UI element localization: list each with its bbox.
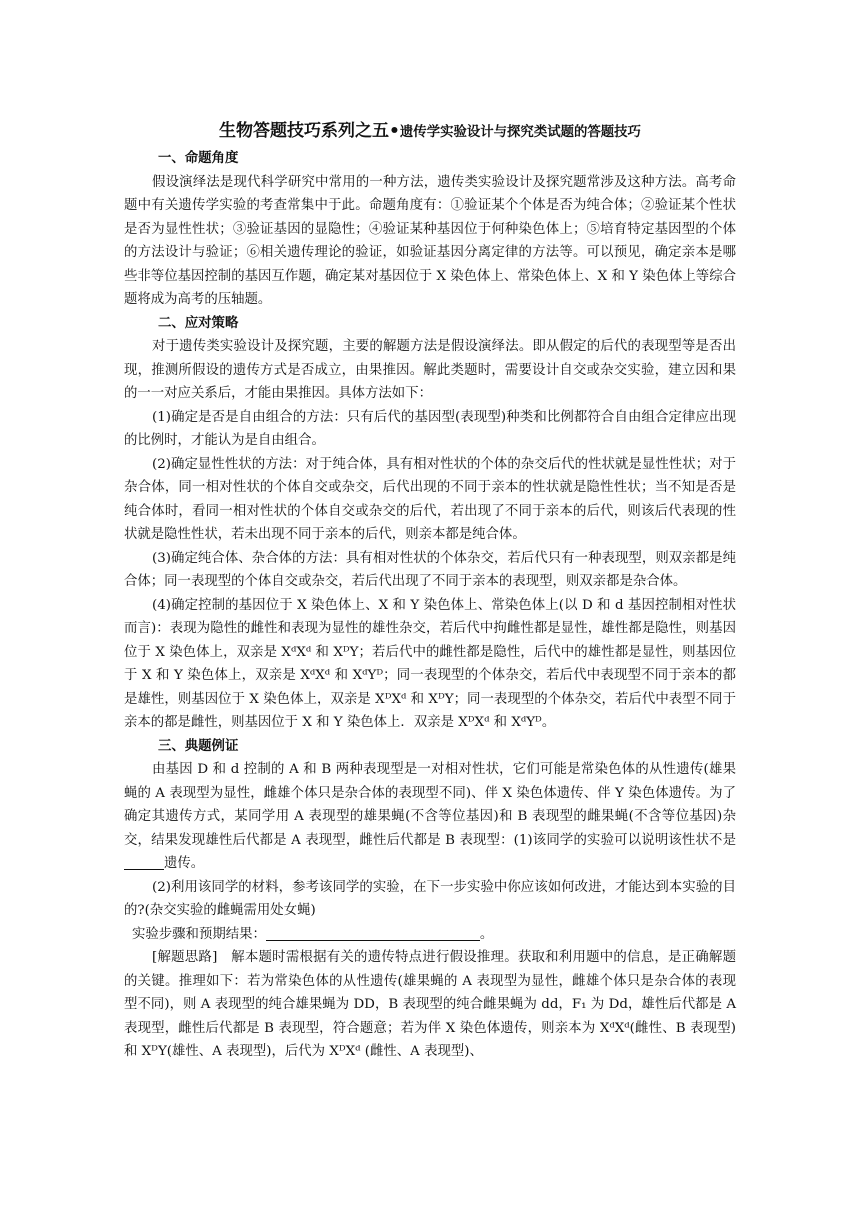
paragraph: (3)确定纯合体、杂合体的方法：具有相对性状的个体杂交，若后代只有一种表现型，则双亲都是纯合体；同一表现型的个体自交或杂交，若后代出现了不同于亲本的表现型，则双亲都是杂合体。 xyxy=(124,550,736,589)
paragraph: (2)确定显性性状的方法：对于纯合体，具有相对性状的个体的杂交后代的性状就是显性性状；对于杂合体，同一相对性状的个体自交或杂交，后代出现的不同于亲本的性状就是隐性性状；当不知是否是纯合体时，看同一相对性状的个体自交或杂交的后代，若出现了不同于亲本的后代，则该后代表现的性状就是隐性性状，若未出现不同于亲本的后代，则亲本都是纯合体。 xyxy=(124,456,736,542)
paragraph xyxy=(124,923,736,947)
section-heading: 三、典题例证 xyxy=(158,737,239,754)
paragraph: 假设演绎法是现代科学研究中常用的一种方法，遗传类实验设计及探究题常涉及这种方法。高考命题中有关遗传学实验的考查常集中于此。命题角度有：①验证某个个体是否为纯合体；②验证某个性状是否为显性性状；③验证基因的显隐性；④验证某种基因位于何种染色体上；⑤培育特定基因型的个体的方法设计与验证；⑥相关遗传理论的验证，如验证基因分离定律的方法等。可以预见，确定亲本是哪些非等位基因控制的基因互作题，确定某对基因位于 X 染色体上、常染色体上、X 和 Y 染色体上等综合题将成为高考的压轴题。 xyxy=(124,174,736,307)
paragraph-text: 由基因 D 和 d 控制的 A 和 B 两种表现型是一对相对性状，它们可能是常染色体的从性遗传(雄果蝇的 A 表现型为显性，雌雄个体只是杂合体的表现型不同)、伴 X 染色体遗传、伴 Y 染色体遗传。为了确定其遗传方式，某同学用 A 表现型的雄果蝇(不含等位基因)和 B 表现型的雌果蝇(不含等位基因)杂交，结果发现雄性后代都是 A 表现型，雌性后代都是 B 表现型： xyxy=(124,762,736,848)
answer-blank xyxy=(124,853,164,870)
paragraph: [解题思路] 解本题时需根据有关的遗传特点进行假设推理。获取和利用题中的信息，是正确解题的关键。推理如下：若为常染色体的从性遗传(雄果蝇的 A 表现型为显性，雌雄个体只是杂合体的表现型不同)，则 A 表现型的纯合雄果蝇为 DD，B 表现型的纯合雌果蝇为 dd，F₁ 为 Dd，雄性后代都是 A 表现型，雌性后代都是 B 表现型，符合题意；若为伴 X 染色体遗传，则亲本为 XᵈXᵈ(雌性、B 表现型)和 XᴰY(雄性、A 表现型)，后代为 XᴰXᵈ (雌性、A 表现型)、 xyxy=(124,950,736,1059)
steps-label: 实验步骤和预期结果： xyxy=(132,926,266,942)
title-sub: 遗传学实验设计与探究类试题的答题技巧 xyxy=(399,124,641,140)
paragraph: (1)确定是否是自由组合的方法：只有后代的基因型(表现型)种类和比例都符合自由组合定律应出现的比例时，才能认为是自由组合。 xyxy=(124,409,736,448)
paragraph xyxy=(124,758,736,876)
section-heading: 二、应对策略 xyxy=(158,314,239,331)
page-title xyxy=(124,118,736,145)
paragraph: (4)确定控制的基因位于 X 染色体上、X 和 Y 染色体上、常染色体上(以 D 和 d 基因控制相对性状而言)：表现为隐性的雌性和表现为显性的雄性杂交，若后代中拘雌性都是显性，雄性都是隐性，则基因位于 X 染色体上，双亲是 XᵈXᵈ 和 XᴰY；若后代中的雌性都是隐性，后代中的雄性都是显性，则基因位于 X 和 Y 染色体上，双亲是 XᵈXᵈ 和 XᵈYᴰ；同一表现型的个体杂交，若后代中表现型不同于亲本的都是雄性，则基因位于 X 染色体上，双亲是 XᴰXᵈ 和 XᴰY；同一表现型的个体杂交，若后代中表型不同于亲本的都是雌性，则基因位于 X 和 Y 染色体上．双亲是 XᴰXᵈ 和 XᵈYᴰ。 xyxy=(124,597,736,730)
question-1-tail: 遗传。 xyxy=(164,856,205,871)
section-heading: 一、命题角度 xyxy=(158,150,239,166)
answer-blank xyxy=(266,924,480,941)
question-1-text: (1)该同学的实验可以说明该性状不是 xyxy=(513,832,736,848)
steps-tail: 。 xyxy=(479,926,494,942)
paragraph: 对于遗传类实验设计及探究题，主要的解题方法是假设演绎法。即从假定的后代的表现型等是否出现，推测所假设的遗传方式是否成立，由果推因。解此类题时，需要设计自交或杂交实验，建立因和果的一一对应关系后，才能由果推因。具体方法如下： xyxy=(124,339,736,401)
paragraph: (2)利用该同学的材料，参考该同学的实验，在下一步实验中你应该如何改进，才能达到本实验的目的?(杂交实验的雌蝇需用处女蝇) xyxy=(124,879,736,918)
document-body xyxy=(124,118,736,1064)
title-main: 生物答题技巧系列之五• xyxy=(219,121,400,141)
